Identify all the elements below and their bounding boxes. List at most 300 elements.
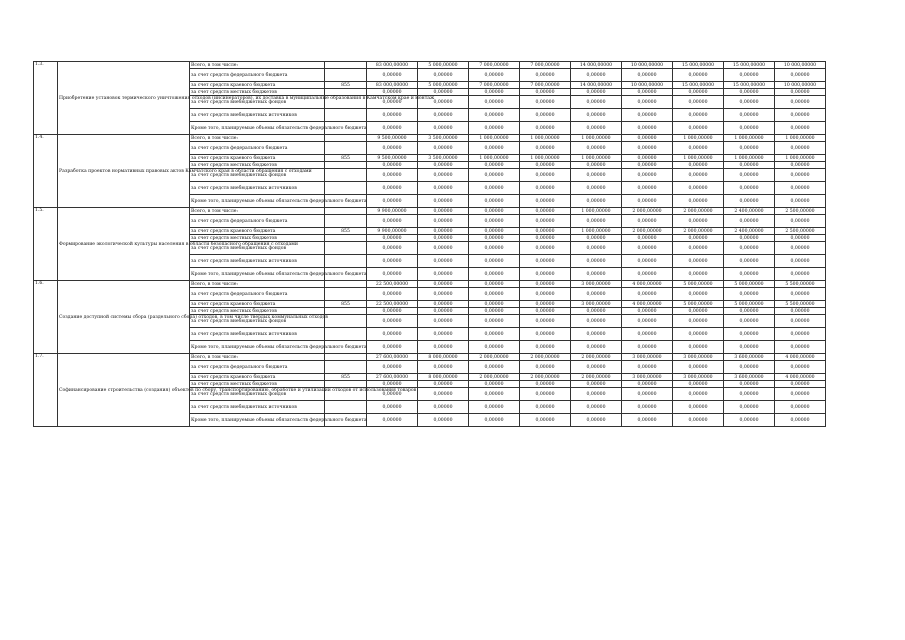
amount-cell: 0,00000 (520, 414, 571, 427)
item-number: 1.6. (34, 281, 58, 354)
item-number: 1.4. (34, 135, 58, 208)
amount-cell: 15 000,00000 (724, 82, 775, 89)
budget-code (325, 288, 367, 301)
amount-cell: 0,00000 (724, 169, 775, 182)
amount-cell: 2 000,00000 (673, 208, 724, 215)
amount-cell: 0,00000 (469, 242, 520, 255)
amount-cell: 0,00000 (367, 414, 418, 427)
amount-cell: 0,00000 (367, 388, 418, 401)
amount-cell: 0,00000 (520, 381, 571, 388)
budget-code (325, 401, 367, 414)
amount-cell: 0,00000 (469, 381, 520, 388)
funding-source: Всего, в том числе: (190, 62, 325, 69)
amount-cell: 0,00000 (469, 361, 520, 374)
amount-cell: 0,00000 (673, 235, 724, 242)
amount-cell: 0,00000 (622, 235, 673, 242)
amount-cell: 1 000,00000 (571, 155, 622, 162)
measure-name: Софинансирование строительства (создания) объектов по сбору, транспортированию, обработке и утилизации отходов от использования товаров (58, 354, 190, 427)
amount-cell: 0,00000 (673, 288, 724, 301)
amount-cell: 15 000,00000 (673, 82, 724, 89)
amount-cell: 0,00000 (571, 122, 622, 135)
amount-cell: 0,00000 (469, 414, 520, 427)
amount-cell: 3 500,00000 (418, 155, 469, 162)
amount-cell: 0,00000 (571, 388, 622, 401)
amount-cell: 0,00000 (469, 401, 520, 414)
amount-cell: 0,00000 (418, 142, 469, 155)
amount-cell: 0,00000 (469, 328, 520, 341)
measure-name: Создание доступной системы сбора (раздельного сбора) отходов, в том числе твердых коммунальных отходов (58, 281, 190, 354)
funding-source: Кроме того, планируемые объемы обязательств федерального бюджета (190, 122, 325, 135)
funding-source: за счет средств внебюджетных фондов (190, 315, 325, 328)
amount-cell: 0,00000 (724, 341, 775, 354)
amount-cell: 0,00000 (622, 142, 673, 155)
amount-cell: 1 000,00000 (724, 155, 775, 162)
amount-cell: 0,00000 (418, 388, 469, 401)
amount-cell: 0,00000 (367, 381, 418, 388)
budget-code (325, 308, 367, 315)
amount-cell: 15 000,00000 (673, 62, 724, 69)
amount-cell: 83 000,00000 (367, 62, 418, 69)
amount-cell: 0,00000 (673, 414, 724, 427)
amount-cell: 0,00000 (520, 142, 571, 155)
amount-cell: 83 000,00000 (367, 82, 418, 89)
amount-cell: 5 000,00000 (418, 62, 469, 69)
budget-code (325, 328, 367, 341)
amount-cell: 0,00000 (673, 122, 724, 135)
funding-source: за счет средств внебюджетных фондов (190, 388, 325, 401)
amount-cell: 0,00000 (469, 308, 520, 315)
amount-cell: 0,00000 (367, 169, 418, 182)
amount-cell: 3 500,00000 (418, 135, 469, 142)
table-row (34, 208, 826, 215)
budget-code (325, 69, 367, 82)
funding-source: Всего, в том числе: (190, 135, 325, 142)
amount-cell: 0,00000 (367, 182, 418, 195)
amount-cell: 3 000,00000 (571, 301, 622, 308)
amount-cell: 0,00000 (622, 308, 673, 315)
budget-code: 855 (325, 301, 367, 308)
amount-cell: 0,00000 (673, 182, 724, 195)
budget-code (325, 109, 367, 122)
amount-cell: 0,00000 (367, 288, 418, 301)
amount-cell: 0,00000 (724, 195, 775, 208)
amount-cell: 3 000,00000 (622, 374, 673, 381)
amount-cell: 3 000,00000 (673, 374, 724, 381)
measure-name: Формирование экологической культуры населения в области безопасного обращения с отходами (58, 208, 190, 281)
amount-cell: 0,00000 (520, 215, 571, 228)
table-row (34, 62, 826, 69)
budget-table (33, 61, 826, 427)
amount-cell: 0,00000 (571, 255, 622, 268)
funding-source: за счет средств федерального бюджета (190, 69, 325, 82)
amount-cell: 0,00000 (571, 162, 622, 169)
funding-source: за счет средств внебюджетных фондов (190, 96, 325, 109)
amount-cell: 10 000,00000 (622, 62, 673, 69)
budget-code (325, 315, 367, 328)
amount-cell: 0,00000 (775, 255, 826, 268)
amount-cell: 0,00000 (775, 401, 826, 414)
amount-cell: 0,00000 (520, 169, 571, 182)
amount-cell: 0,00000 (622, 69, 673, 82)
amount-cell: 0,00000 (775, 341, 826, 354)
amount-cell: 0,00000 (724, 308, 775, 315)
amount-cell: 9 900,00000 (367, 208, 418, 215)
amount-cell: 0,00000 (571, 288, 622, 301)
funding-source: Всего, в том числе: (190, 354, 325, 361)
amount-cell: 0,00000 (622, 162, 673, 169)
amount-cell: 2 000,00000 (520, 354, 571, 361)
amount-cell: 0,00000 (775, 142, 826, 155)
amount-cell: 0,00000 (775, 96, 826, 109)
amount-cell: 0,00000 (622, 414, 673, 427)
amount-cell: 5 000,00000 (724, 281, 775, 288)
amount-cell: 22 500,00000 (367, 281, 418, 288)
amount-cell: 0,00000 (622, 182, 673, 195)
amount-cell: 0,00000 (622, 96, 673, 109)
amount-cell: 0,00000 (418, 315, 469, 328)
amount-cell: 1 000,00000 (469, 135, 520, 142)
amount-cell: 2 000,00000 (622, 228, 673, 235)
amount-cell: 0,00000 (418, 162, 469, 169)
amount-cell: 0,00000 (673, 255, 724, 268)
amount-cell: 0,00000 (622, 135, 673, 142)
amount-cell: 0,00000 (622, 255, 673, 268)
amount-cell: 0,00000 (673, 96, 724, 109)
amount-cell: 0,00000 (724, 381, 775, 388)
amount-cell: 2 000,00000 (469, 374, 520, 381)
amount-cell: 0,00000 (622, 401, 673, 414)
amount-cell: 0,00000 (775, 268, 826, 281)
amount-cell: 1 000,00000 (469, 155, 520, 162)
amount-cell: 0,00000 (418, 328, 469, 341)
amount-cell: 0,00000 (418, 381, 469, 388)
amount-cell: 9 500,00000 (367, 155, 418, 162)
funding-source: за счет средств федерального бюджета (190, 361, 325, 374)
amount-cell: 0,00000 (724, 414, 775, 427)
amount-cell: 0,00000 (775, 242, 826, 255)
amount-cell: 0,00000 (469, 215, 520, 228)
amount-cell: 0,00000 (673, 215, 724, 228)
amount-cell: 0,00000 (571, 89, 622, 96)
amount-cell: 0,00000 (367, 361, 418, 374)
amount-cell: 0,00000 (724, 268, 775, 281)
amount-cell: 0,00000 (622, 388, 673, 401)
amount-cell: 0,00000 (520, 208, 571, 215)
amount-cell: 0,00000 (775, 388, 826, 401)
amount-cell: 0,00000 (469, 301, 520, 308)
amount-cell: 10 000,00000 (622, 82, 673, 89)
amount-cell: 0,00000 (571, 268, 622, 281)
amount-cell: 0,00000 (724, 315, 775, 328)
amount-cell: 1 000,00000 (571, 228, 622, 235)
amount-cell: 0,00000 (520, 235, 571, 242)
amount-cell: 0,00000 (724, 235, 775, 242)
amount-cell: 9 900,00000 (367, 228, 418, 235)
amount-cell: 0,00000 (622, 122, 673, 135)
amount-cell: 15 000,00000 (724, 62, 775, 69)
amount-cell: 1 000,00000 (775, 135, 826, 142)
amount-cell: 0,00000 (673, 388, 724, 401)
amount-cell: 0,00000 (673, 381, 724, 388)
table-row (34, 354, 826, 361)
amount-cell: 0,00000 (724, 89, 775, 96)
amount-cell: 9 500,00000 (367, 135, 418, 142)
funding-source: за счет средств местных бюджетов (190, 381, 325, 388)
amount-cell: 0,00000 (469, 208, 520, 215)
amount-cell: 0,00000 (571, 414, 622, 427)
amount-cell: 8 000,00000 (418, 374, 469, 381)
budget-code (325, 142, 367, 155)
amount-cell: 0,00000 (469, 281, 520, 288)
amount-cell: 1 000,00000 (673, 135, 724, 142)
amount-cell: 2 000,00000 (622, 208, 673, 215)
amount-cell: 3 000,00000 (622, 354, 673, 361)
amount-cell: 14 000,00000 (571, 62, 622, 69)
amount-cell: 0,00000 (622, 195, 673, 208)
amount-cell: 0,00000 (418, 69, 469, 82)
amount-cell: 0,00000 (673, 315, 724, 328)
amount-cell: 0,00000 (469, 235, 520, 242)
amount-cell: 0,00000 (418, 122, 469, 135)
amount-cell: 0,00000 (520, 315, 571, 328)
amount-cell: 0,00000 (520, 122, 571, 135)
amount-cell: 0,00000 (418, 268, 469, 281)
funding-source: за счет средств федерального бюджета (190, 142, 325, 155)
amount-cell: 5 000,00000 (724, 301, 775, 308)
amount-cell: 0,00000 (571, 195, 622, 208)
amount-cell: 0,00000 (520, 255, 571, 268)
amount-cell: 0,00000 (673, 308, 724, 315)
amount-cell: 0,00000 (469, 182, 520, 195)
amount-cell: 0,00000 (469, 109, 520, 122)
amount-cell: 0,00000 (469, 388, 520, 401)
amount-cell: 0,00000 (724, 142, 775, 155)
amount-cell: 0,00000 (775, 235, 826, 242)
amount-cell: 0,00000 (673, 401, 724, 414)
amount-cell: 0,00000 (469, 195, 520, 208)
funding-source: за счет средств внебюджетных фондов (190, 169, 325, 182)
funding-source: Кроме того, планируемые объемы обязательств федерального бюджета (190, 195, 325, 208)
amount-cell: 7 000,00000 (469, 62, 520, 69)
amount-cell: 0,00000 (367, 142, 418, 155)
amount-cell: 0,00000 (520, 89, 571, 96)
budget-code (325, 62, 367, 69)
amount-cell: 0,00000 (520, 301, 571, 308)
amount-cell: 0,00000 (469, 228, 520, 235)
amount-cell: 0,00000 (367, 341, 418, 354)
amount-cell: 0,00000 (418, 195, 469, 208)
budget-code (325, 89, 367, 96)
amount-cell: 0,00000 (622, 215, 673, 228)
amount-cell: 0,00000 (775, 195, 826, 208)
amount-cell: 0,00000 (622, 361, 673, 374)
amount-cell: 0,00000 (367, 69, 418, 82)
budget-code: 855 (325, 228, 367, 235)
amount-cell: 0,00000 (367, 96, 418, 109)
amount-cell: 0,00000 (622, 242, 673, 255)
amount-cell: 0,00000 (775, 381, 826, 388)
amount-cell: 0,00000 (469, 341, 520, 354)
amount-cell: 2 500,00000 (775, 208, 826, 215)
amount-cell: 0,00000 (673, 69, 724, 82)
funding-source: за счет средств внебюджетных источников (190, 255, 325, 268)
amount-cell: 0,00000 (520, 401, 571, 414)
budget-code (325, 169, 367, 182)
amount-cell: 0,00000 (622, 155, 673, 162)
funding-source: Всего, в том числе: (190, 208, 325, 215)
budget-code (325, 208, 367, 215)
measure-name: Приобретение установок термического уничтожения отходов (инсинераторов), их доставка в муниципальные образования в Камчатском крае и монтаж (58, 62, 190, 135)
budget-code (325, 354, 367, 361)
amount-cell: 0,00000 (571, 182, 622, 195)
amount-cell: 2 000,00000 (469, 354, 520, 361)
amount-cell: 5 500,00000 (775, 301, 826, 308)
funding-source: за счет средств внебюджетных источников (190, 109, 325, 122)
amount-cell: 0,00000 (775, 122, 826, 135)
amount-cell: 27 600,00000 (367, 374, 418, 381)
amount-cell: 0,00000 (520, 361, 571, 374)
amount-cell: 0,00000 (673, 361, 724, 374)
amount-cell: 1 000,00000 (673, 155, 724, 162)
table-body (34, 62, 826, 427)
amount-cell: 0,00000 (418, 215, 469, 228)
amount-cell: 0,00000 (724, 242, 775, 255)
amount-cell: 4 000,00000 (622, 281, 673, 288)
budget-code (325, 361, 367, 374)
budget-code: 855 (325, 155, 367, 162)
amount-cell: 2 500,00000 (775, 228, 826, 235)
funding-source: Кроме того, планируемые объемы обязательств федерального бюджета (190, 341, 325, 354)
funding-source: за счет средств краевого бюджета (190, 228, 325, 235)
budget-code (325, 135, 367, 142)
amount-cell: 0,00000 (418, 301, 469, 308)
amount-cell: 3 000,00000 (571, 281, 622, 288)
funding-source: за счет средств краевого бюджета (190, 301, 325, 308)
funding-source: за счет средств местных бюджетов (190, 235, 325, 242)
amount-cell: 2 000,00000 (571, 354, 622, 361)
table-row (34, 281, 826, 288)
amount-cell: 10 000,00000 (775, 82, 826, 89)
amount-cell: 0,00000 (520, 195, 571, 208)
budget-code (325, 162, 367, 169)
item-number: 1.5. (34, 208, 58, 281)
budget-code (325, 255, 367, 268)
amount-cell: 0,00000 (622, 109, 673, 122)
funding-source: за счет средств внебюджетных источников (190, 182, 325, 195)
amount-cell: 0,00000 (724, 69, 775, 82)
table-row (34, 135, 826, 142)
amount-cell: 0,00000 (469, 288, 520, 301)
funding-source: за счет средств федерального бюджета (190, 215, 325, 228)
budget-code (325, 381, 367, 388)
amount-cell: 0,00000 (724, 288, 775, 301)
amount-cell: 0,00000 (418, 235, 469, 242)
amount-cell: 0,00000 (469, 96, 520, 109)
amount-cell: 0,00000 (367, 162, 418, 169)
amount-cell: 0,00000 (520, 288, 571, 301)
amount-cell: 0,00000 (775, 162, 826, 169)
amount-cell: 0,00000 (469, 89, 520, 96)
funding-source: за счет средств внебюджетных фондов (190, 242, 325, 255)
amount-cell: 0,00000 (673, 268, 724, 281)
amount-cell: 0,00000 (775, 89, 826, 96)
amount-cell: 0,00000 (775, 69, 826, 82)
amount-cell: 7 000,00000 (520, 62, 571, 69)
measure-name: Разработка проектов нормативных правовых актов Камчатского края в области обращения с отходами (58, 135, 190, 208)
amount-cell: 3 000,00000 (673, 354, 724, 361)
amount-cell: 0,00000 (367, 255, 418, 268)
amount-cell: 3 600,00000 (724, 354, 775, 361)
amount-cell: 0,00000 (520, 268, 571, 281)
amount-cell: 0,00000 (367, 109, 418, 122)
amount-cell: 0,00000 (775, 215, 826, 228)
amount-cell: 14 000,00000 (571, 82, 622, 89)
amount-cell: 0,00000 (520, 281, 571, 288)
funding-source: за счет средств краевого бюджета (190, 374, 325, 381)
funding-source: за счет средств краевого бюджета (190, 155, 325, 162)
amount-cell: 2 000,00000 (673, 228, 724, 235)
amount-cell: 0,00000 (622, 288, 673, 301)
funding-source: Кроме того, планируемые объемы обязательств федерального бюджета (190, 414, 325, 427)
amount-cell: 0,00000 (418, 96, 469, 109)
amount-cell: 0,00000 (673, 328, 724, 341)
budget-code (325, 182, 367, 195)
amount-cell: 0,00000 (571, 142, 622, 155)
amount-cell: 0,00000 (571, 328, 622, 341)
amount-cell: 0,00000 (520, 162, 571, 169)
amount-cell: 0,00000 (571, 235, 622, 242)
amount-cell: 0,00000 (418, 341, 469, 354)
funding-source: за счет средств внебюджетных источников (190, 328, 325, 341)
amount-cell: 0,00000 (775, 414, 826, 427)
amount-cell: 0,00000 (418, 89, 469, 96)
amount-cell: 0,00000 (520, 328, 571, 341)
amount-cell: 0,00000 (724, 109, 775, 122)
amount-cell: 0,00000 (469, 142, 520, 155)
amount-cell: 0,00000 (673, 89, 724, 96)
amount-cell: 0,00000 (724, 182, 775, 195)
amount-cell: 2 400,00000 (724, 208, 775, 215)
budget-code: 855 (325, 82, 367, 89)
amount-cell: 0,00000 (571, 381, 622, 388)
amount-cell: 0,00000 (418, 169, 469, 182)
funding-source: за счет средств краевого бюджета (190, 82, 325, 89)
amount-cell: 0,00000 (469, 255, 520, 268)
amount-cell: 0,00000 (367, 242, 418, 255)
amount-cell: 2 000,00000 (520, 374, 571, 381)
amount-cell: 0,00000 (724, 215, 775, 228)
funding-source: за счет средств федерального бюджета (190, 288, 325, 301)
amount-cell: 0,00000 (520, 182, 571, 195)
amount-cell: 22 500,00000 (367, 301, 418, 308)
amount-cell: 1 000,00000 (724, 135, 775, 142)
amount-cell: 0,00000 (418, 182, 469, 195)
amount-cell: 0,00000 (673, 142, 724, 155)
amount-cell: 0,00000 (724, 361, 775, 374)
funding-source: Всего, в том числе: (190, 281, 325, 288)
amount-cell: 0,00000 (367, 268, 418, 281)
amount-cell: 27 600,00000 (367, 354, 418, 361)
funding-source: за счет средств местных бюджетов (190, 308, 325, 315)
amount-cell: 0,00000 (418, 414, 469, 427)
amount-cell: 0,00000 (367, 401, 418, 414)
amount-cell: 0,00000 (571, 169, 622, 182)
amount-cell: 0,00000 (673, 169, 724, 182)
amount-cell: 0,00000 (367, 315, 418, 328)
amount-cell: 0,00000 (571, 361, 622, 374)
amount-cell: 0,00000 (622, 328, 673, 341)
amount-cell: 0,00000 (775, 169, 826, 182)
